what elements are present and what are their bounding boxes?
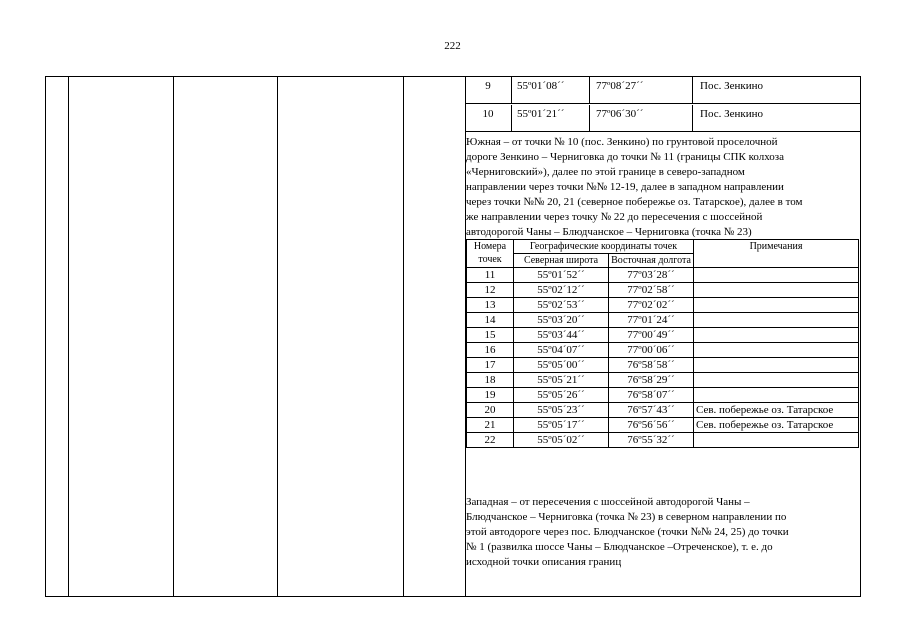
point-number: 21: [467, 418, 514, 433]
description-cell: [465, 77, 860, 596]
table-row: [467, 268, 859, 283]
point-number: 16: [467, 343, 514, 358]
point-number: 15: [467, 328, 514, 343]
longitude: 76º58´29´´: [609, 373, 694, 388]
longitude: 76º56´56´´: [609, 418, 694, 433]
text-line: через точки №№ 20, 21 (северное побережье оз. Татарское), далее в том: [466, 196, 803, 208]
table-row: [467, 343, 859, 358]
latitude: 55º04´07´´: [514, 343, 609, 358]
longitude: 77º02´02´´: [609, 298, 694, 313]
note: [694, 313, 859, 328]
table-row: [467, 358, 859, 373]
latitude: 55º05´00´´: [514, 358, 609, 373]
point-number: 18: [467, 373, 514, 388]
point-number: 14: [467, 313, 514, 328]
point-number: 11: [467, 268, 514, 283]
header-coordinates: Географические координаты точек: [514, 240, 694, 254]
note: Пос. Зенкино: [700, 80, 763, 92]
text-line: Южная – от точки № 10 (пос. Зенкино) по грунтовой проселочной: [466, 136, 778, 148]
latitude: 55º05´02´´: [514, 433, 609, 448]
top-coordinates-table: [465, 77, 861, 132]
longitude: 77º01´24´´: [609, 313, 694, 328]
point-number: 22: [467, 433, 514, 448]
header-point-numbers: Номера точек: [467, 240, 514, 268]
note: [694, 343, 859, 358]
point-number: 10: [482, 108, 494, 120]
table-row: [467, 433, 859, 448]
point-number: 19: [467, 388, 514, 403]
column-divider: [403, 77, 404, 596]
latitude: 55º05´26´´: [514, 388, 609, 403]
point-number: 12: [467, 283, 514, 298]
note: [694, 388, 859, 403]
point-number: 20: [467, 403, 514, 418]
header-latitude: Северная широта: [514, 254, 609, 268]
text-line: автодорогой Чаны – Блюдчанское – Черниговка (точка № 23): [466, 226, 752, 238]
text-line: направлении через точки №№ 12-19, далее в западном направлении: [466, 181, 784, 193]
point-number: 13: [467, 298, 514, 313]
table-row: [467, 313, 859, 328]
text-line: Западная – от пересечения с шоссейной автодорогой Чаны –: [466, 496, 750, 508]
longitude: 76º55´32´´: [609, 433, 694, 448]
longitude: 76º57´43´´: [609, 403, 694, 418]
table-row: [465, 105, 861, 132]
text-line: № 1 (развилка шоссе Чаны – Блюдчанское –Отреченское), т. е. до: [466, 541, 773, 553]
note: Сев. побережье оз. Татарское: [694, 418, 859, 433]
longitude: 76º58´07´´: [609, 388, 694, 403]
note: Сев. побережье оз. Татарское: [694, 403, 859, 418]
text-line: исходной точки описания границ: [466, 556, 622, 568]
table-row: [467, 388, 859, 403]
latitude: 55º03´44´´: [514, 328, 609, 343]
note: [694, 298, 859, 313]
note: [694, 358, 859, 373]
note: [694, 268, 859, 283]
text-line: же направлении через точку № 22 до пересечения с шоссейной: [466, 211, 763, 223]
latitude: 55º02´12´´: [514, 283, 609, 298]
table-row: [467, 418, 859, 433]
note: [694, 433, 859, 448]
note: [694, 373, 859, 388]
longitude: 76º58´58´´: [609, 358, 694, 373]
table-row: [467, 403, 859, 418]
longitude: 77º03´28´´: [609, 268, 694, 283]
text-line: Блюдчанское – Черниговка (точка № 23) в северном направлении по: [466, 511, 787, 523]
longitude: 77º00´06´´: [609, 343, 694, 358]
longitude: 77º00´49´´: [609, 328, 694, 343]
longitude: 77º02´58´´: [609, 283, 694, 298]
page-number: 222: [444, 40, 461, 52]
note: [694, 283, 859, 298]
table-row: [465, 77, 861, 104]
note: Пос. Зенкино: [700, 108, 763, 120]
column-divider: [68, 77, 69, 596]
point-number: 9: [485, 80, 491, 92]
table-row: [467, 298, 859, 313]
text-line: «Черниговский»), далее по этой границе в северо-западном: [466, 166, 745, 178]
header-longitude: Восточная долгота: [609, 254, 694, 268]
column-divider: [277, 77, 278, 596]
header-notes: Примечания: [694, 240, 859, 268]
table-row: [467, 373, 859, 388]
document-table: [45, 76, 861, 597]
boundary-points-table: [466, 239, 859, 448]
latitude: 55º01´21´´: [517, 108, 565, 120]
column-divider: [173, 77, 174, 596]
longitude: 77º08´27´´: [596, 80, 644, 92]
latitude: 55º02´53´´: [514, 298, 609, 313]
table-row: [467, 283, 859, 298]
south-boundary-description: [466, 135, 858, 240]
text-line: этой автодороге через пос. Блюдчанское (точки №№ 24, 25) до точки: [466, 526, 789, 538]
latitude: 55º05´21´´: [514, 373, 609, 388]
note: [694, 328, 859, 343]
west-boundary-description: [466, 495, 858, 570]
latitude: 55º03´20´´: [514, 313, 609, 328]
latitude: 55º05´23´´: [514, 403, 609, 418]
longitude: 77º06´30´´: [596, 108, 644, 120]
latitude: 55º01´08´´: [517, 80, 565, 92]
latitude: 55º05´17´´: [514, 418, 609, 433]
point-number: 17: [467, 358, 514, 373]
latitude: 55º01´52´´: [514, 268, 609, 283]
text-line: дороге Зенкино – Черниговка до точки № 11 (границы СПК колхоза: [466, 151, 785, 163]
table-row: [467, 328, 859, 343]
